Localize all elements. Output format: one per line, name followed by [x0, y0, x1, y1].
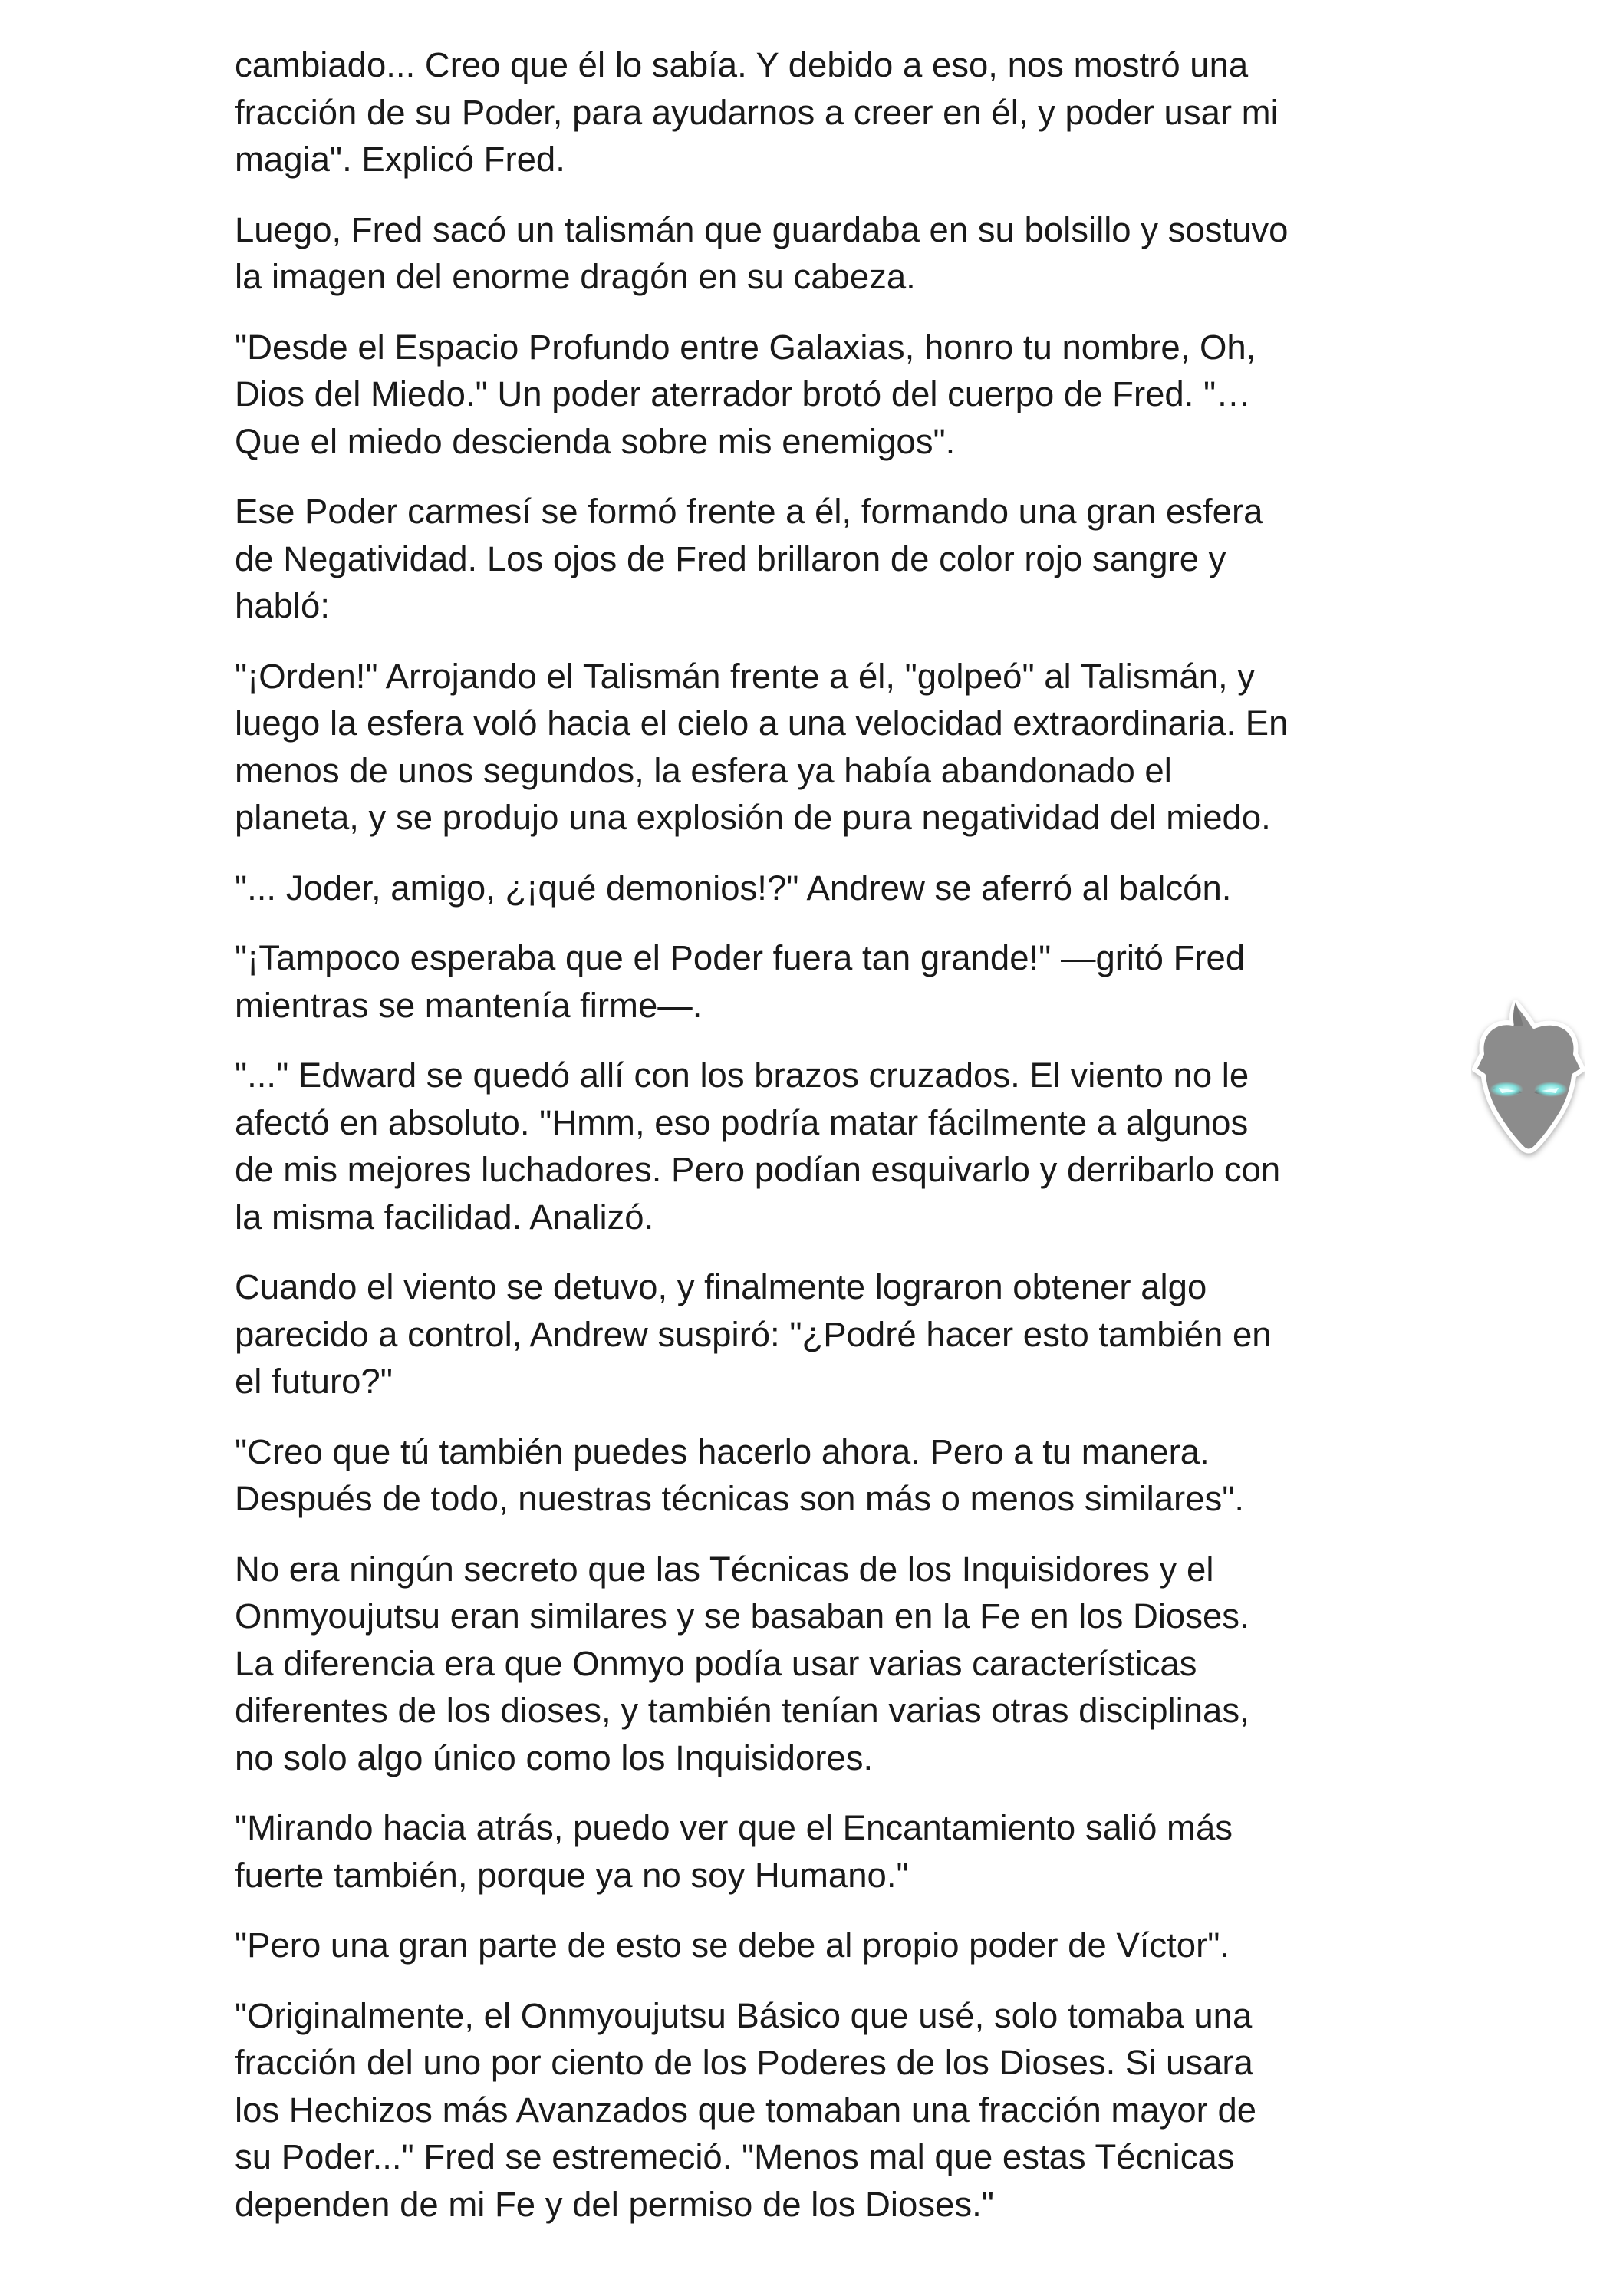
text-line: Ese Poder carmesí se formó frente a él, formando una gran esfera — [235, 492, 1263, 531]
text-line: "Creo que tú también puedes hacerlo ahora. Pero a tu manera. — [235, 1431, 1210, 1471]
text-line: Cuando el viento se detuvo, y finalmente lograron obtener algo — [235, 1267, 1207, 1306]
paragraph — [235, 324, 1401, 466]
text-line: dependen de mi Fe y del permiso de los Dioses." — [235, 2184, 994, 2224]
text-line: la misma facilidad. Analizó. — [235, 1197, 654, 1237]
paragraph — [235, 1428, 1401, 1523]
text-line: no solo algo único como los Inquisidores. — [235, 1738, 874, 1777]
text-line: La diferencia era que Onmyo podía usar varias características — [235, 1643, 1197, 1683]
text-line: mientras se mantenía firme—. — [235, 985, 703, 1025]
text-line: Luego, Fred sacó un talismán que guardaba en su bolsillo y sostuvo — [235, 209, 1289, 249]
text-line: "¡Tampoco esperaba que el Poder fuera tan grande!" —gritó Fred — [235, 938, 1246, 977]
paragraph — [235, 1052, 1401, 1240]
paragraph — [235, 1922, 1401, 1969]
text-line: "¡Orden!" Arrojando el Talismán frente a él, "golpeó" al Talismán, y — [235, 656, 1256, 696]
text-line: Dios del Miedo." Un poder aterrador brotó del cuerpo de Fred. "… — [235, 374, 1251, 413]
text-line: afectó en absoluto. "Hmm, eso podría matar fácilmente a algunos — [235, 1102, 1249, 1142]
paragraph — [235, 865, 1401, 912]
text-line: "Desde el Espacio Profundo entre Galaxias, honro tu nombre, Oh, — [235, 327, 1256, 367]
text-line: Que el miedo descienda sobre mis enemigos". — [235, 421, 956, 461]
text-line: No era ningún secreto que las Técnicas de los Inquisidores y el — [235, 1549, 1214, 1589]
text-line: fuerte también, porque ya no soy Humano." — [235, 1855, 909, 1895]
text-line: "Mirando hacia atrás, puedo ver que el Encantamiento salió más — [235, 1808, 1233, 1847]
document-body — [235, 41, 1401, 2251]
text-line: magia". Explicó Fred. — [235, 140, 565, 179]
text-line: Onmyoujutsu eran similares y se basaban en la Fe en los Dioses. — [235, 1596, 1249, 1636]
paragraph — [235, 1546, 1401, 1782]
paragraph — [235, 653, 1401, 842]
text-line: de Negatividad. Los ojos de Fred brillaron de color rojo sangre y — [235, 539, 1226, 578]
text-line: los Hechizos más Avanzados que tomaban una fracción mayor de — [235, 2090, 1257, 2130]
demon-head-watermark-icon — [1471, 996, 1585, 1168]
text-line: luego la esfera voló hacia el cielo a una velocidad extraordinaria. En — [235, 703, 1289, 743]
text-line: menos de unos segundos, la esfera ya había abandonado el — [235, 750, 1172, 790]
text-line: "Pero una gran parte de esto se debe al propio poder de Víctor". — [235, 1925, 1230, 1965]
text-line: fracción del uno por ciento de los Poderes de los Dioses. Si usara — [235, 2043, 1253, 2082]
paragraph — [235, 488, 1401, 630]
paragraph — [235, 206, 1401, 301]
text-line: parecido a control, Andrew suspiró: "¿Podré hacer esto también en — [235, 1314, 1272, 1354]
text-line: la imagen del enorme dragón en su cabeza. — [235, 257, 916, 296]
text-line: su Poder..." Fred se estremeció. "Menos mal que estas Técnicas — [235, 2137, 1235, 2176]
text-line: "... Joder, amigo, ¿¡qué demonios!?" Andrew se aferró al balcón. — [235, 868, 1232, 908]
paragraph — [235, 1804, 1401, 1899]
text-line: "Originalmente, el Onmyoujutsu Básico que usé, solo tomaba una — [235, 1995, 1253, 2035]
text-line: habló: — [235, 586, 330, 625]
text-line: diferentes de los dioses, y también tenían varias otras disciplinas, — [235, 1691, 1249, 1730]
paragraph — [235, 1263, 1401, 1405]
paragraph — [235, 934, 1401, 1029]
text-line: Después de todo, nuestras técnicas son más o menos similares". — [235, 1479, 1245, 1518]
text-line: el futuro?" — [235, 1362, 393, 1401]
text-line: planeta, y se produjo una explosión de pura negatividad del miedo. — [235, 798, 1271, 837]
text-line: fracción de su Poder, para ayudarnos a creer en él, y poder usar mi — [235, 92, 1279, 132]
text-line: "..." Edward se quedó allí con los brazos cruzados. El viento no le — [235, 1056, 1249, 1095]
text-line: cambiado... Creo que él lo sabía. Y debido a eso, nos mostró una — [235, 45, 1249, 84]
paragraph — [235, 41, 1401, 183]
paragraph — [235, 1992, 1401, 2228]
text-line: de mis mejores luchadores. Pero podían esquivarlo y derribarlo con — [235, 1150, 1281, 1189]
